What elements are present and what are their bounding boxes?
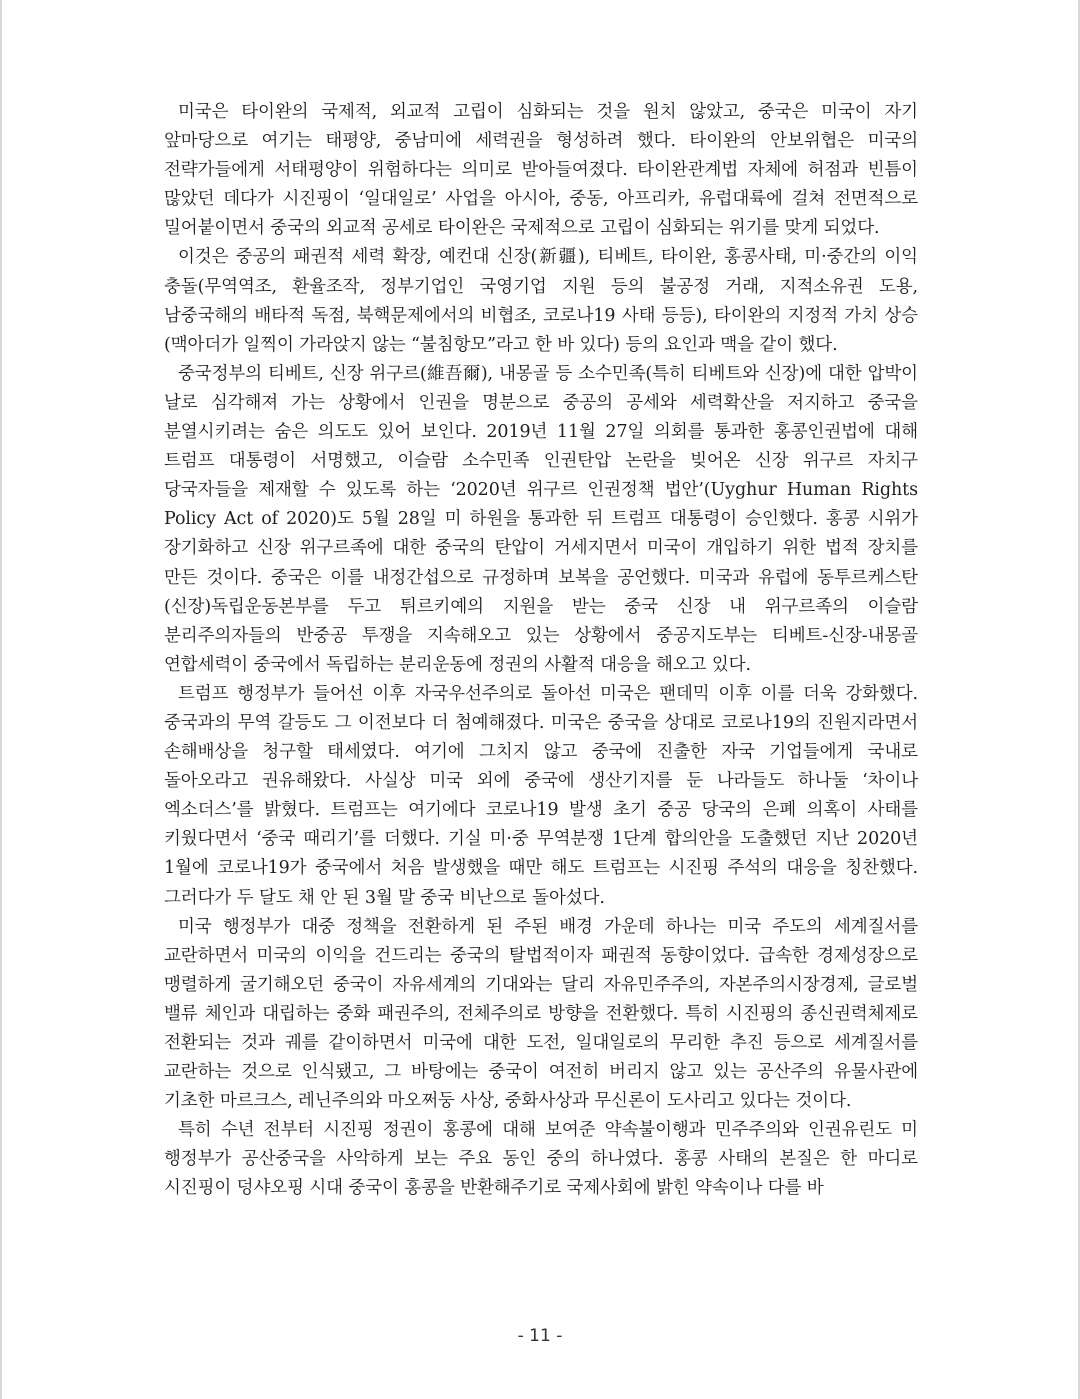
document-body bbox=[164, 98, 918, 1204]
paragraph-6: 특히 수년 전부터 시진핑 정권이 홍콩에 대해 보여준 약속불이행과 민주주의와 인권유린도 미 행정부가 공산중국을 사악하게 보는 주요 동인 중의 하나였다. 홍콩 사태의 본질은 한 마디로 시진핑이 덩샤오핑 시대 중국이 홍콩을 반환해주기로 국제사회에 밝힌 약속이나 다를 바 bbox=[164, 1120, 918, 1199]
paragraph-2: 이것은 중공의 패권적 세력 확장, 예컨대 신장(新疆), 티베트, 타이완, 홍콩사태, 미·중간의 이익 충돌(무역역조, 환율조작, 정부기업인 국영기업 지원 등의 불공정 거래, 지적소유권 도용, 남중국해의 배타적 독점, 북핵문제에서의 비협조, 코로나19 사태 등등), 타이완의 지정적 가치 상승(맥아더가 일찍이 가라앉지 않는 “불침항모”라고 한 바 있다) 등의 요인과 맥을 같이 했다. bbox=[164, 247, 918, 355]
paragraph-1: 미국은 타이완의 국제적, 외교적 고립이 심화되는 것을 원치 않았고, 중국은 미국이 자기 앞마당으로 여기는 태평양, 중남미에 세력권을 형성하려 했다. 타이완의 안보위협은 미국의 전략가들에게 서태평양이 위험하다는 의미로 받아들여졌다. 타이완관계법 자체에 허점과 빈틈이 많았던 데다가 시진핑이 ‘일대일로’ 사업을 아시아, 중동, 아프리카, 유럽대륙에 걸쳐 전면적으로 밀어붙이면서 중국의 외교적 공세로 타이완은 국제적으로 고립이 심화되는 위기를 맞게 되었다. bbox=[164, 102, 918, 239]
paragraph-5: 미국 행정부가 대중 정책을 전환하게 된 주된 배경 가운데 하나는 미국 주도의 세계질서를 교란하면서 미국의 이익을 건드리는 중국의 탈법적이자 패권적 동향이었다. 급속한 경제성장으로 맹렬하게 굴기해오던 중국이 자유세계의 기대와는 달리 자유민주주의, 자본주의시장경제, 글로벌 밸류 체인과 대립하는 중화 패권주의, 전체주의로 방향을 전환했다. 특히 시진핑의 종신권력체제로 전환되는 것과 궤를 같이하면서 미국에 대한 도전, 일대일로의 무리한 추진 등으로 세계질서를 교란하는 것으로 인식됐고, 그 바탕에는 중국이 여전히 버리지 않고 있는 공산주의 유물사관에 기초한 마르크스, 레닌주의와 마오쩌둥 사상, 중화사상과 무신론이 도사리고 있다는 것이다. bbox=[164, 916, 918, 1112]
paragraph-4: 트럼프 행정부가 들어선 이후 자국우선주의로 돌아선 미국은 팬데믹 이후 이를 더욱 강화했다. 중국과의 무역 갈등도 그 이전보다 더 첨예해졌다. 미국은 중국을 상대로 코로나19의 진원지라면서 손해배상을 청구할 태세였다. 여기에 그치지 않고 중국에 진출한 자국 기업들에게 국내로 돌아오라고 권유해왔다. 사실상 미국 외에 중국에 생산기지를 둔 나라들도 하나둘 ‘차이나 엑소더스’를 밝혔다. 트럼프는 여기에다 코로나19 발생 초기 중공 당국의 은폐 의혹이 사태를 키웠다면서 ‘중국 때리기’를 더했다. 기실 미·중 무역분쟁 1단계 합의안을 도출했던 지난 2020년 1월에 코로나19가 중국에서 처음 발생했을 때만 해도 트럼프는 시진핑 주석의 대응을 칭찬했다. 그러다가 두 달도 채 안 된 3월 말 중국 비난으로 돌아섰다. bbox=[164, 683, 918, 908]
paragraph-3: 중국정부의 티베트, 신장 위구르(維吾爾), 내몽골 등 소수민족(특히 티베트와 신장)에 대한 압박이 날로 심각해져 가는 상황에서 인권을 명분으로 중공의 공세와 세력확산을 저지하고 중국을 분열시키려는 숨은 의도도 있어 보인다. 2019년 11월 27일 의회를 통과한 홍콩인권법에 대해 트럼프 대통령이 서명했고, 이슬람 소수민족 인권탄압 논란을 빚어온 신장 위구르 자치구 당국자들을 제재할 수 있도록 하는 ‘2020년 위구르 인권정책 법안’(Uyghur Human Rights Policy Act of 2020)도 5월 28일 미 하원을 통과한 뒤 트럼프 대통령이 승인했다. 홍콩 시위가 장기화하고 신장 위구르족에 대한 중국의 탄압이 거세지면서 미국이 개입하기 위한 법적 장치를 만든 것이다. 중국은 이를 내정간섭으로 규정하며 보복을 공언했다. 미국과 유럽에 동투르케스탄(신장)독립운동본부를 두고 튀르키예의 지원을 받는 중국 신장 내 위구르족의 이슬람 분리주의자들의 반중공 투쟁을 지속해오고 있는 상황에서 중공지도부는 티베트-신장-내몽골 연합세력이 중국에서 독립하는 분리운동에 정권의 사활적 대응을 해오고 있다. bbox=[164, 363, 918, 675]
page-number: - 11 - bbox=[517, 1326, 563, 1346]
